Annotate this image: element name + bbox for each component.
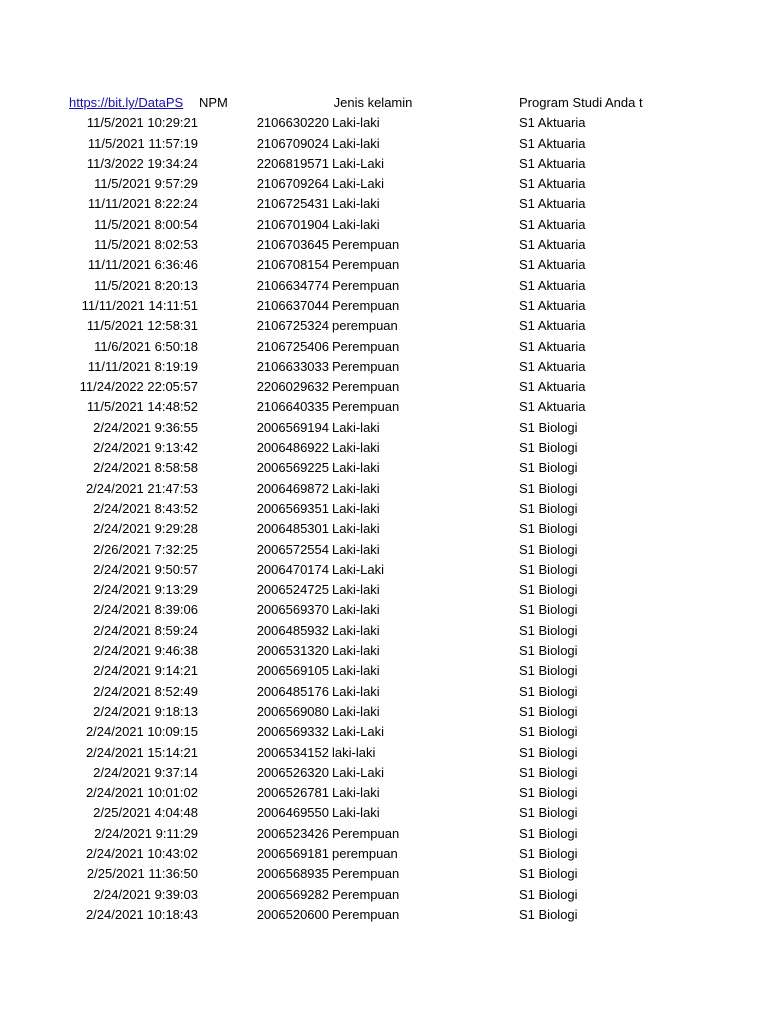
npm-cell: 2006523426	[256, 825, 329, 841]
npm-cell: 2106633033	[256, 358, 329, 374]
gender-cell: Laki-Laki	[332, 724, 385, 740]
table-row	[0, 316, 768, 336]
program-cell: S1 Biologi	[519, 622, 578, 638]
gender-cell: Laki-laki	[332, 805, 380, 821]
table-row	[0, 844, 768, 864]
table-row	[0, 824, 768, 844]
gender-cell: Laki-laki	[332, 703, 380, 719]
timestamp-cell: 2/24/2021 9:29:28	[93, 521, 198, 537]
header-row	[0, 93, 768, 113]
timestamp-cell: 11/5/2021 10:29:21	[86, 115, 198, 131]
program-cell: S1 Biologi	[519, 419, 578, 435]
timestamp-cell: 2/24/2021 9:46:38	[93, 643, 198, 659]
timestamp-cell: 2/24/2021 8:43:52	[93, 500, 198, 516]
timestamp-cell: 2/24/2021 21:47:53	[85, 480, 198, 496]
table-row	[0, 560, 768, 580]
program-cell: S1 Aktuaria	[519, 257, 586, 273]
timestamp-cell: 11/5/2021 11:57:19	[87, 135, 198, 151]
table-row	[0, 702, 768, 722]
table-row	[0, 134, 768, 154]
program-cell: S1 Biologi	[519, 744, 578, 760]
npm-cell: 2006569181	[256, 845, 329, 861]
timestamp-cell: 2/24/2021 9:13:42	[93, 440, 198, 456]
program-cell: S1 Aktuaria	[519, 358, 586, 374]
gender-cell: Perempuan	[332, 866, 400, 882]
gender-cell: Perempuan	[332, 886, 400, 902]
table-row	[0, 905, 768, 925]
table-row	[0, 580, 768, 600]
timestamp-cell: 2/24/2021 8:39:06	[93, 602, 198, 618]
timestamp-cell: 2/24/2021 9:39:03	[93, 886, 198, 902]
timestamp-cell: 2/24/2021 10:43:02	[85, 845, 198, 861]
table-row	[0, 397, 768, 417]
gender-cell: Laki-laki	[332, 419, 380, 435]
npm-cell: 2006486922	[256, 440, 329, 456]
gender-cell: perempuan	[332, 318, 398, 334]
gender-cell: Laki-laki	[332, 663, 380, 679]
npm-cell: 2006485176	[256, 683, 329, 699]
table-row	[0, 438, 768, 458]
gender-cell: Perempuan	[332, 257, 400, 273]
table-row	[0, 276, 768, 296]
timestamp-cell: 2/24/2021 9:18:13	[93, 703, 198, 719]
program-cell: S1 Aktuaria	[519, 196, 586, 212]
program-cell: S1 Aktuaria	[519, 237, 586, 253]
program-cell: S1 Aktuaria	[519, 379, 586, 395]
npm-cell: 2106701904	[256, 216, 329, 232]
timestamp-cell: 2/24/2021 10:01:02	[85, 785, 198, 801]
timestamp-cell: 2/26/2021 7:32:25	[93, 541, 198, 557]
npm-cell: 2006469872	[256, 480, 329, 496]
link-cell	[0, 93, 199, 113]
table-row	[0, 783, 768, 803]
program-cell: S1 Aktuaria	[519, 297, 586, 313]
npm-cell: 2006469550	[256, 805, 329, 821]
npm-cell: 2006569332	[256, 724, 329, 740]
program-cell: S1 Biologi	[519, 541, 578, 557]
npm-cell: 2106725406	[256, 338, 329, 354]
table-row	[0, 743, 768, 763]
gender-cell: perempuan	[332, 845, 398, 861]
program-cell: S1 Biologi	[519, 582, 578, 598]
program-cell: S1 Biologi	[519, 866, 578, 882]
program-cell: S1 Biologi	[519, 825, 578, 841]
gender-cell: Laki-laki	[332, 440, 380, 456]
timestamp-cell: 2/24/2021 8:58:58	[93, 460, 198, 476]
program-cell: S1 Biologi	[519, 561, 578, 577]
program-cell: S1 Biologi	[519, 764, 578, 780]
gender-cell: Laki-Laki	[332, 176, 385, 192]
timestamp-cell: 11/5/2021 12:58:31	[86, 318, 198, 334]
program-cell: S1 Biologi	[519, 703, 578, 719]
npm-cell: 2206819571	[256, 155, 329, 171]
npm-cell: 2006520600	[256, 906, 329, 922]
npm-cell: 2106725324	[256, 318, 329, 334]
gender-cell: Laki-laki	[332, 216, 380, 232]
program-cell: S1 Aktuaria	[519, 216, 586, 232]
table-row	[0, 722, 768, 742]
timestamp-cell: 11/5/2021 8:00:54	[94, 216, 198, 232]
table-row	[0, 763, 768, 783]
table-row	[0, 458, 768, 478]
gender-cell: laki-laki	[332, 744, 376, 760]
npm-cell: 2106708154	[256, 257, 329, 273]
timestamp-cell: 11/11/2021 8:19:19	[87, 358, 198, 374]
timestamp-cell: 2/24/2021 9:50:57	[93, 561, 198, 577]
timestamp-cell: 2/24/2021 9:11:29	[94, 825, 198, 841]
npm-cell: 2106637044	[256, 297, 329, 313]
table-row	[0, 377, 768, 397]
table-row	[0, 600, 768, 620]
gender-cell: Perempuan	[332, 906, 400, 922]
gender-cell: Perempuan	[332, 358, 400, 374]
program-cell: S1 Aktuaria	[519, 318, 586, 334]
npm-cell: 2006524725	[256, 582, 329, 598]
table-row	[0, 519, 768, 539]
npm-cell: 2006569370	[256, 602, 329, 618]
gender-cell: Laki-laki	[332, 521, 380, 537]
program-cell: S1 Biologi	[519, 602, 578, 618]
program-cell: S1 Aktuaria	[519, 176, 586, 192]
program-cell: S1 Aktuaria	[519, 155, 586, 171]
timestamp-cell: 11/5/2021 8:20:13	[94, 277, 198, 293]
program-cell: S1 Biologi	[519, 440, 578, 456]
npm-cell: 2006572554	[256, 541, 329, 557]
timestamp-cell: 11/11/2021 6:36:46	[87, 257, 198, 273]
program-cell: S1 Biologi	[519, 663, 578, 679]
table-row	[0, 682, 768, 702]
table-row	[0, 174, 768, 194]
spreadsheet	[0, 93, 768, 925]
table-row	[0, 499, 768, 519]
program-cell: S1 Aktuaria	[519, 338, 586, 354]
npm-cell: 2006569080	[256, 703, 329, 719]
gender-cell: Laki-laki	[332, 541, 380, 557]
gender-cell: Perempuan	[332, 297, 400, 313]
gender-cell: Perempuan	[332, 277, 400, 293]
npm-cell: 2106709264	[256, 176, 329, 192]
program-cell: S1 Biologi	[519, 521, 578, 537]
gender-cell: Laki-laki	[332, 602, 380, 618]
program-cell: S1 Aktuaria	[519, 399, 586, 415]
program-cell: S1 Biologi	[519, 480, 578, 496]
gender-cell: Perempuan	[332, 399, 400, 415]
program-cell: S1 Biologi	[519, 500, 578, 516]
gender-cell: Laki-laki	[332, 460, 380, 476]
npm-cell: 2006568935	[256, 866, 329, 882]
npm-cell: 2006569351	[256, 500, 329, 516]
gender-cell: Laki-laki	[332, 785, 380, 801]
gender-cell: Perempuan	[332, 338, 400, 354]
npm-cell: 2106725431	[256, 196, 329, 212]
data-rows	[0, 113, 768, 925]
gender-cell: Laki-Laki	[332, 155, 385, 171]
gender-cell: Laki-laki	[332, 115, 380, 131]
table-row	[0, 255, 768, 275]
npm-cell: 2006470174	[256, 561, 329, 577]
table-row	[0, 113, 768, 133]
npm-cell: 2106640335	[256, 399, 329, 415]
timestamp-cell: 11/3/2022 19:34:24	[86, 155, 198, 171]
gender-cell: Laki-laki	[332, 643, 380, 659]
npm-cell: 2106630220	[256, 115, 329, 131]
table-row	[0, 418, 768, 438]
header-npm: NPM	[199, 95, 228, 110]
table-row	[0, 296, 768, 316]
table-row	[0, 803, 768, 823]
table-row	[0, 641, 768, 661]
program-cell: S1 Aktuaria	[519, 135, 586, 151]
timestamp-cell: 2/25/2021 11:36:50	[86, 866, 198, 882]
program-cell: S1 Biologi	[519, 724, 578, 740]
timestamp-cell: 2/24/2021 9:37:14	[93, 764, 198, 780]
program-cell: S1 Biologi	[519, 845, 578, 861]
timestamp-cell: 11/5/2021 8:02:53	[94, 237, 198, 253]
npm-cell: 2006526320	[256, 764, 329, 780]
timestamp-cell: 2/24/2021 15:14:21	[85, 744, 198, 760]
npm-cell: 2006569282	[256, 886, 329, 902]
gender-cell: Perempuan	[332, 237, 400, 253]
timestamp-cell: 2/24/2021 10:09:15	[85, 724, 198, 740]
program-cell: S1 Aktuaria	[519, 115, 586, 131]
table-row	[0, 885, 768, 905]
gender-cell: Laki-Laki	[332, 561, 385, 577]
npm-cell: 2006485932	[256, 622, 329, 638]
gender-cell: Laki-laki	[332, 196, 380, 212]
npm-cell: 2006526781	[256, 785, 329, 801]
gender-cell: Laki-laki	[332, 135, 380, 151]
npm-cell: 2006531320	[256, 643, 329, 659]
timestamp-cell: 2/24/2021 8:52:49	[93, 683, 198, 699]
timestamp-cell: 11/5/2021 9:57:29	[94, 176, 198, 192]
gender-cell: Laki-Laki	[332, 764, 385, 780]
program-cell: S1 Biologi	[519, 643, 578, 659]
table-row	[0, 194, 768, 214]
gender-cell: Laki-laki	[332, 683, 380, 699]
program-cell: S1 Biologi	[519, 906, 578, 922]
npm-cell: 2006485301	[256, 521, 329, 537]
gender-cell: Laki-laki	[332, 480, 380, 496]
timestamp-cell: 2/25/2021 4:04:48	[93, 805, 198, 821]
header-gender: Jenis kelamin	[333, 95, 413, 110]
timestamp-cell: 11/24/2022 22:05:57	[79, 379, 198, 395]
program-cell: S1 Biologi	[519, 460, 578, 476]
npm-cell: 2006569105	[256, 663, 329, 679]
header-link[interactable]: https://bit.ly/DataPS	[69, 95, 184, 110]
npm-cell: 2006534152	[256, 744, 329, 760]
table-row	[0, 540, 768, 560]
timestamp-cell: 2/24/2021 10:18:43	[85, 906, 198, 922]
gender-cell: Laki-laki	[332, 582, 380, 598]
timestamp-cell: 11/11/2021 14:11:51	[81, 297, 198, 313]
npm-cell: 2106634774	[256, 277, 329, 293]
npm-cell: 2006569225	[256, 460, 329, 476]
table-row	[0, 864, 768, 884]
npm-cell: 2106709024	[256, 135, 329, 151]
timestamp-cell: 2/24/2021 9:36:55	[93, 419, 198, 435]
header-program: Program Studi Anda t	[519, 95, 643, 110]
timestamp-cell: 2/24/2021 8:59:24	[93, 622, 198, 638]
gender-cell: Laki-laki	[332, 622, 380, 638]
program-cell: S1 Biologi	[519, 805, 578, 821]
program-cell: S1 Biologi	[519, 886, 578, 902]
table-row	[0, 357, 768, 377]
gender-cell: Perempuan	[332, 379, 400, 395]
timestamp-cell: 2/24/2021 9:13:29	[93, 582, 198, 598]
program-cell: S1 Biologi	[519, 683, 578, 699]
timestamp-cell: 11/5/2021 14:48:52	[86, 399, 198, 415]
timestamp-cell: 11/11/2021 8:22:24	[87, 196, 198, 212]
npm-cell: 2106703645	[256, 237, 329, 253]
table-row	[0, 235, 768, 255]
table-row	[0, 337, 768, 357]
npm-cell: 2206029632	[256, 379, 329, 395]
npm-cell: 2006569194	[256, 419, 329, 435]
timestamp-cell: 11/6/2021 6:50:18	[94, 338, 198, 354]
table-row	[0, 661, 768, 681]
table-row	[0, 154, 768, 174]
gender-cell: Laki-laki	[332, 500, 380, 516]
table-row	[0, 215, 768, 235]
program-cell: S1 Aktuaria	[519, 277, 586, 293]
table-row	[0, 479, 768, 499]
gender-cell: Perempuan	[332, 825, 400, 841]
program-cell: S1 Biologi	[519, 785, 578, 801]
timestamp-cell: 2/24/2021 9:14:21	[93, 663, 198, 679]
table-row	[0, 621, 768, 641]
